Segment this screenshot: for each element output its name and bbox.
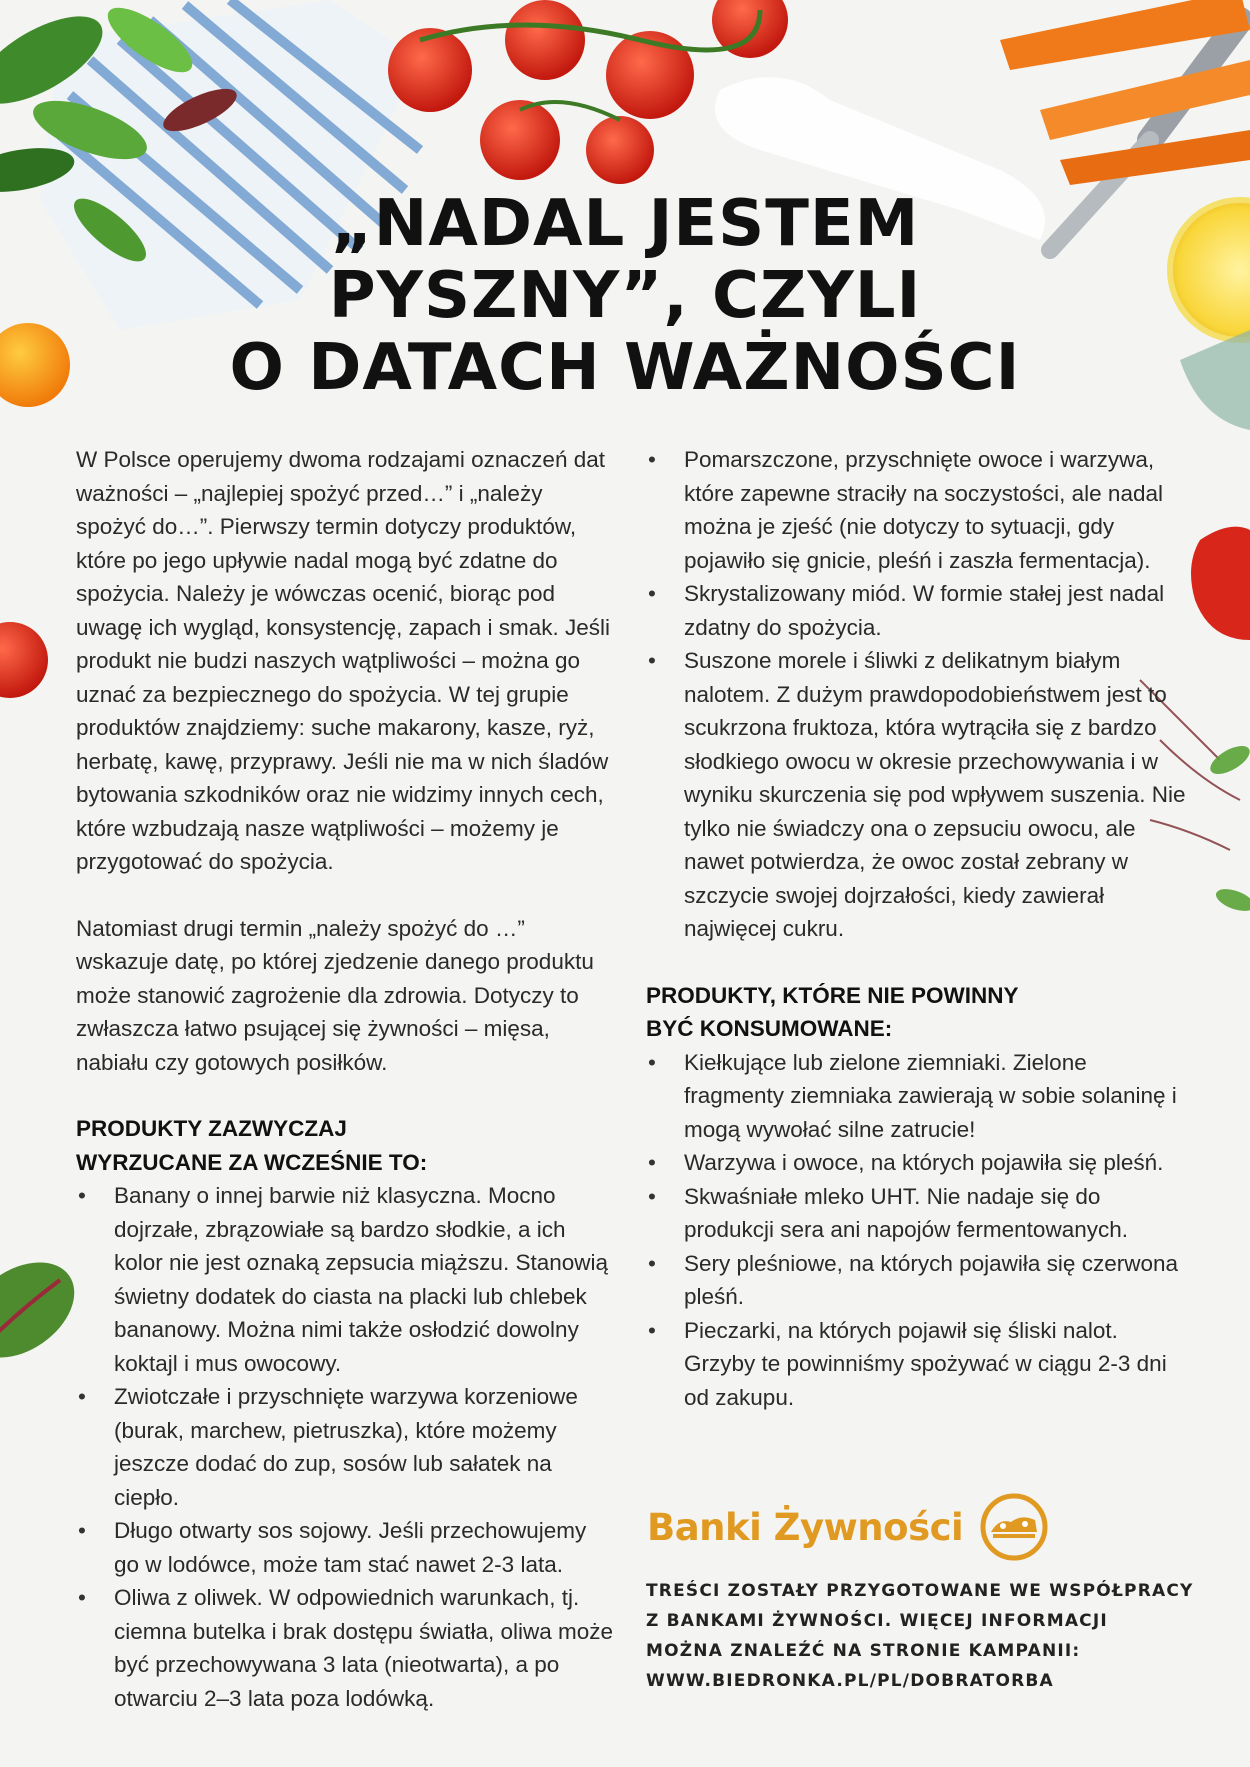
second-paragraph: Natomiast drugi termin „należy spożyć do …” wskazuje datę, po której zjedzenie danego produktu może stanowić zagrożenie dla zdrowia. Dotyczy to zwłaszcza łatwo psującej się żywności – mięsa, nabiału czy gotowych posiłków. xyxy=(76,915,594,1075)
title-line-1: „NADAL JESTEM xyxy=(330,187,920,261)
heading-line-2: WYRZUCANE ZA WCZEŚNIE TO: xyxy=(76,1149,428,1175)
heading-line-1: PRODUKTY ZAZWYCZAJ xyxy=(76,1116,347,1141)
logo-text: Banki Żywności xyxy=(647,1505,964,1549)
credits-line-2: Z BANKAMI ŻYWNOŚCI. WIĘCEJ INFORMACJI xyxy=(646,1611,1108,1631)
list-item: • Oliwa z oliwek. W odpowiednich warunkach, tj. ciemna butelka i brak dostępu światła, oliwa może być przechowywana 3 lata (nieotwarta), a po otwarciu 2–3 lata poza lodówką. xyxy=(76,1581,616,1715)
banki-zywnosci-logo xyxy=(647,1492,1049,1562)
section-heading-not-consumable xyxy=(646,979,1186,1046)
not-consumable-list xyxy=(646,1046,1186,1415)
still-edible-list xyxy=(646,443,1186,946)
credits-line-1: TREŚCI ZOSTAŁY PRZYGOTOWANE WE WSPÓŁPRACY xyxy=(646,1581,1194,1601)
heading-line-1: PRODUKTY, KTÓRE NIE POWINNY xyxy=(646,982,1019,1008)
carrots xyxy=(1000,0,1250,185)
list-item: • Pomarszczone, przyschnięte owoce i warzywa, które zapewne straciły na soczystości, ale nadal można je zjeść (nie dotyczy to sytuacji, gdy pojawiło się gnicie, pleśń i zaszła fermentacja). xyxy=(646,443,1186,577)
food-bank-logo-icon xyxy=(979,1492,1049,1562)
list-item: • Suszone morele i śliwki z delikatnym białym nalotem. Z dużym prawdopodobieństwem jest to scukrzona fruktoza, która wytrąciła się z bardzo słodkiego owocu w okresie przechowywania i w wyniku skurczenia się pod wpływem suszenia. Nie tylko nie świadczy ona o zepsuciu owocu, ale nawet potwierdza, że owoc został zebrany w szczycie swojej dojrzałości, kiedy zawierał najwięcej cukru. xyxy=(646,644,1186,946)
list-item: • Sery pleśniowe, na których pojawiła się czerwona pleśń. xyxy=(646,1247,1186,1314)
radish xyxy=(0,622,48,698)
list-item: • Kiełkujące lub zielone ziemniaki. Zielone fragmenty ziemniaka zawierają w sobie solaninę i mogą wywołać silne zatrucie! xyxy=(646,1046,1186,1147)
list-item: • Banany o innej barwie niż klasyczna. Mocno dojrzałe, zbrązowiałe są bardzo słodkie, a ich kolor nie jest oznaką zepsucia miąższu. Stanowią świetny dodatek do ciasta na placki lub chlebek bananowy. Można nimi także osłodzić dowolny koktajl i mus owocowy. xyxy=(76,1179,616,1380)
list-item: • Zwiotczałe i przyschnięte warzywa korzeniowe (burak, marchew, pietruszka), które możemy jeszcze dodać do zup, sosów lub sałatek na ciepło. xyxy=(76,1380,616,1514)
list-item: • Skrystalizowany miód. W formie stałej jest nadal zdatny do spożycia. xyxy=(646,577,1186,644)
heading-line-2: BYĆ KONSUMOWANE: xyxy=(646,1016,893,1041)
thrown-early-list xyxy=(76,1179,616,1715)
intro-paragraph: W Polsce operujemy dwoma rodzajami oznaczeń dat ważności – „najlepiej spożyć przed…” i „należy spożyć do…”. Pierwszy termin dotyczy produktów, które po jego upływie nadal mogą być zdatne do spożycia. Należy je wówczas ocenić, biorąc pod uwagę ich wygląd, konsystencję, zapach i smak. Jeśli produkt nie budzi naszych wątpliwości – można go uznać za bezpiecznego do spożycia. W tej grupie produktów znajdziemy: suche makarony, kasze, ryż, herbatę, kawę, przyprawy. Jeśli nie ma w nich śladów bytowania szkodników oraz nie widzimy innych cech, które wzbudzają nasze wątpliwości – możemy je przygotować do spożycia. xyxy=(76,447,611,874)
credits-line-3: MOŻNA ZNALEŹĆ NA STRONIE KAMPANII: xyxy=(646,1641,1081,1661)
section-heading-thrown-early xyxy=(76,1112,616,1179)
leaf-right xyxy=(1206,740,1250,915)
right-column xyxy=(646,443,1186,1414)
left-column xyxy=(76,443,616,1715)
red-pepper xyxy=(1191,527,1250,640)
campaign-url: WWW.BIEDRONKA.PL/PL/DOBRATORBA xyxy=(646,1671,1054,1691)
page-title xyxy=(0,188,1250,404)
title-line-3: O DATACH WAŻNOŚCI xyxy=(229,331,1021,405)
list-item: • Warzywa i owoce, na których pojawiła się pleśń. xyxy=(646,1146,1186,1180)
title-line-2: PYSZNY”, CZYLI xyxy=(328,259,922,333)
list-item: • Długo otwarty sos sojowy. Jeśli przechowujemy go w lodówce, może tam stać nawet 2-3 lata. xyxy=(76,1514,616,1581)
list-item: • Pieczarki, na których pojawił się śliski nalot. Grzyby te powinniśmy spożywać w ciągu 2-3 dni od zakupu. xyxy=(646,1314,1186,1415)
credits-block xyxy=(646,1576,1206,1696)
list-item: • Skwaśniałe mleko UHT. Nie nadaje się do produkcji sera ani napojów fermentowanych. xyxy=(646,1180,1186,1247)
